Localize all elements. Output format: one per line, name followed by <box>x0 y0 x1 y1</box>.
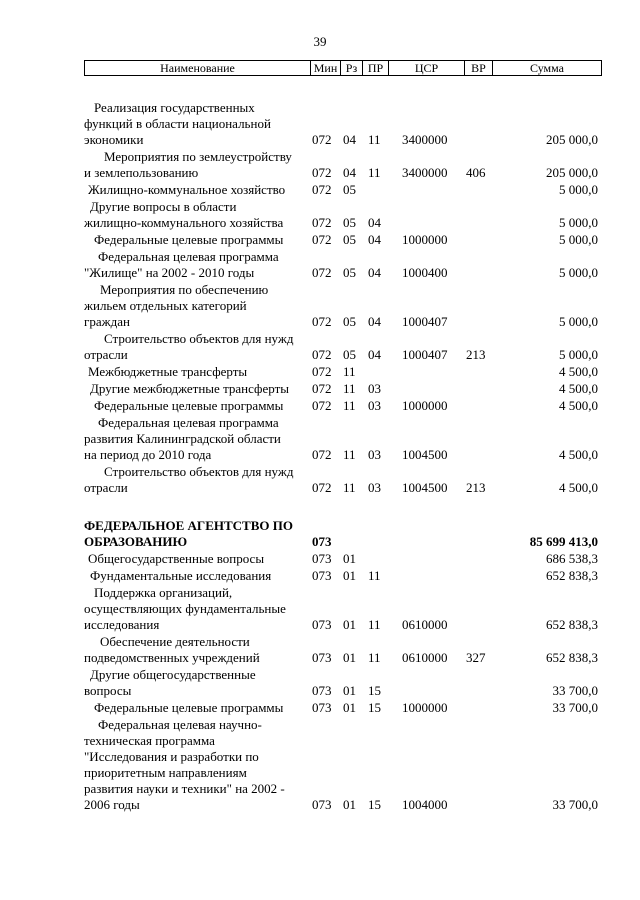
header-csr: ЦСР <box>389 61 465 75</box>
row-pr: 11 <box>368 617 381 632</box>
row-min: 072 <box>312 364 332 379</box>
row-name: Фундаментальные исследования <box>90 568 272 583</box>
row-sum: 5 000,0 <box>559 314 598 329</box>
row-pr: 11 <box>368 165 381 180</box>
row-rz: 11 <box>343 480 356 495</box>
row-rz: 05 <box>343 215 356 230</box>
row-csr: 1000407 <box>402 347 448 362</box>
row-name: Межбюджетные трансферты <box>88 364 248 379</box>
row-name: Другие межбюджетные трансферты <box>90 381 289 396</box>
row-name: Другие общегосударственные вопросы <box>84 667 256 698</box>
row-csr: 1004500 <box>402 480 448 495</box>
row-min: 072 <box>312 232 332 247</box>
row-csr: 3400000 <box>402 165 448 180</box>
row-sum: 5 000,0 <box>559 265 598 280</box>
row-min: 072 <box>312 347 332 362</box>
table-row <box>0 398 640 414</box>
header-name: Наименование <box>85 61 311 75</box>
table-row <box>0 199 640 231</box>
row-min: 073 <box>312 568 332 583</box>
row-name: Поддержка организаций, осуществляющих фундаментальные исследования <box>84 585 286 632</box>
row-sum: 33 700,0 <box>552 700 598 715</box>
row-min: 072 <box>312 215 332 230</box>
row-rz: 01 <box>343 700 356 715</box>
row-pr: 11 <box>368 568 381 583</box>
row-name: Федеральные целевые программы <box>94 232 284 247</box>
table-row <box>0 331 640 363</box>
header-min: Мин <box>311 61 341 75</box>
row-pr: 15 <box>368 797 381 812</box>
budget-table-body <box>0 100 640 813</box>
row-name: Мероприятия по обеспечению жильем отдельных категорий граждан <box>84 282 269 329</box>
row-min: 072 <box>312 314 332 329</box>
row-name: Жилищно-коммунальное хозяйство <box>88 182 286 197</box>
row-rz: 05 <box>343 347 356 362</box>
row-csr: 1004500 <box>402 447 448 462</box>
row-rz: 11 <box>343 398 356 413</box>
table-row <box>0 249 640 281</box>
row-pr: 03 <box>368 398 381 413</box>
row-vr: 406 <box>466 165 486 180</box>
row-csr: 3400000 <box>402 132 448 147</box>
row-rz: 11 <box>343 447 356 462</box>
row-name: Федеральная целевая программа развития Калининградской области на период до 2010 года <box>84 415 281 462</box>
header-rz: Рз <box>341 61 363 75</box>
row-name: Федеральные целевые программы <box>94 398 284 413</box>
row-name: Строительство объектов для нужд отрасли <box>84 331 294 362</box>
row-csr: 1000407 <box>402 314 448 329</box>
row-pr: 04 <box>368 215 381 230</box>
row-sum: 652 838,3 <box>546 617 598 632</box>
table-row <box>0 182 640 198</box>
row-rz: 05 <box>343 182 356 197</box>
row-min: 073 <box>312 650 332 665</box>
row-min: 073 <box>312 683 332 698</box>
table-row <box>0 149 640 181</box>
row-rz: 05 <box>343 232 356 247</box>
table-row <box>0 364 640 380</box>
row-name: Федеральная целевая программа "Жилище" на 2002 - 2010 годы <box>84 249 279 280</box>
table-row <box>0 551 640 567</box>
row-csr: 0610000 <box>402 650 448 665</box>
row-name: Строительство объектов для нужд отрасли <box>84 464 294 495</box>
row-min: 072 <box>312 165 332 180</box>
row-rz: 01 <box>343 683 356 698</box>
row-min: 073 <box>312 700 332 715</box>
row-name: Федеральная целевая научно-техническая программа "Исследования и разработки по приоритетным направлениям развития науки и техники" на 2002 - 2006 годы <box>84 717 285 812</box>
table-row <box>0 381 640 397</box>
row-pr: 03 <box>368 480 381 495</box>
header-sum: Сумма <box>530 61 564 75</box>
row-sum: 33 700,0 <box>552 683 598 698</box>
row-sum: 85 699 413,0 <box>529 534 598 549</box>
row-min: 072 <box>312 381 332 396</box>
row-csr: 1000000 <box>402 398 448 413</box>
table-row <box>0 518 640 550</box>
row-pr: 15 <box>368 700 381 715</box>
row-rz: 01 <box>343 568 356 583</box>
row-min: 072 <box>312 447 332 462</box>
row-min: 072 <box>312 398 332 413</box>
row-min: 073 <box>312 551 332 566</box>
row-min: 073 <box>312 534 332 549</box>
table-row <box>0 585 640 633</box>
row-rz: 01 <box>343 617 356 632</box>
row-rz: 01 <box>343 551 356 566</box>
table-row <box>0 464 640 496</box>
row-min: 072 <box>312 182 332 197</box>
row-pr: 04 <box>368 314 381 329</box>
row-min: 073 <box>312 797 332 812</box>
table-row <box>0 415 640 463</box>
row-name: Мероприятия по землеустройству и землепользованию <box>84 149 292 180</box>
row-rz: 11 <box>343 364 356 379</box>
table-row <box>0 100 640 148</box>
row-pr: 03 <box>368 447 381 462</box>
page-number: 39 <box>313 34 327 49</box>
row-name: ФЕДЕРАЛЬНОЕ АГЕНТСТВО ПО ОБРАЗОВАНИЮ <box>84 518 293 549</box>
row-sum: 5 000,0 <box>559 182 598 197</box>
row-rz: 05 <box>343 314 356 329</box>
row-sum: 5 000,0 <box>559 232 598 247</box>
row-min: 072 <box>312 480 332 495</box>
row-csr: 1000000 <box>402 700 448 715</box>
row-pr: 11 <box>368 650 381 665</box>
header-vr: ВР <box>465 61 493 75</box>
row-sum: 33 700,0 <box>552 797 598 812</box>
row-pr: 04 <box>368 347 381 362</box>
table-header <box>84 60 602 76</box>
row-sum: 4 500,0 <box>559 381 598 396</box>
row-csr: 1004000 <box>402 797 448 812</box>
row-sum: 4 500,0 <box>559 447 598 462</box>
table-row <box>0 700 640 716</box>
row-rz: 04 <box>343 132 356 147</box>
row-sum: 652 838,3 <box>546 568 598 583</box>
row-sum: 652 838,3 <box>546 650 598 665</box>
row-rz: 01 <box>343 797 356 812</box>
row-name: Другие вопросы в области жилищно-коммунального хозяйства <box>84 199 284 230</box>
row-vr: 213 <box>466 480 486 495</box>
table-row <box>0 634 640 666</box>
table-row <box>0 282 640 330</box>
row-vr: 327 <box>466 650 486 665</box>
row-sum: 4 500,0 <box>559 480 598 495</box>
table-row <box>0 232 640 248</box>
row-sum: 5 000,0 <box>559 347 598 362</box>
row-pr: 04 <box>368 232 381 247</box>
row-csr: 0610000 <box>402 617 448 632</box>
row-sum: 205 000,0 <box>546 165 598 180</box>
row-sum: 5 000,0 <box>559 215 598 230</box>
row-min: 073 <box>312 617 332 632</box>
row-pr: 11 <box>368 132 381 147</box>
row-pr: 03 <box>368 381 381 396</box>
row-sum: 205 000,0 <box>546 132 598 147</box>
row-sum: 686 538,3 <box>546 551 598 566</box>
row-min: 072 <box>312 132 332 147</box>
row-name: Реализация государственных функций в области национальной экономики <box>84 100 271 147</box>
row-rz: 05 <box>343 265 356 280</box>
row-name: Федеральные целевые программы <box>94 700 284 715</box>
row-csr: 1000000 <box>402 232 448 247</box>
row-csr: 1000400 <box>402 265 448 280</box>
row-min: 072 <box>312 265 332 280</box>
row-name: Обеспечение деятельности подведомственных учреждений <box>84 634 260 665</box>
row-rz: 11 <box>343 381 356 396</box>
table-row <box>0 568 640 584</box>
row-sum: 4 500,0 <box>559 398 598 413</box>
table-row <box>0 717 640 813</box>
row-rz: 04 <box>343 165 356 180</box>
row-vr: 213 <box>466 347 486 362</box>
row-name: Общегосударственные вопросы <box>88 551 265 566</box>
header-pr: ПР <box>363 61 389 75</box>
row-rz: 01 <box>343 650 356 665</box>
table-row <box>0 667 640 699</box>
row-sum: 4 500,0 <box>559 364 598 379</box>
row-pr: 04 <box>368 265 381 280</box>
row-pr: 15 <box>368 683 381 698</box>
